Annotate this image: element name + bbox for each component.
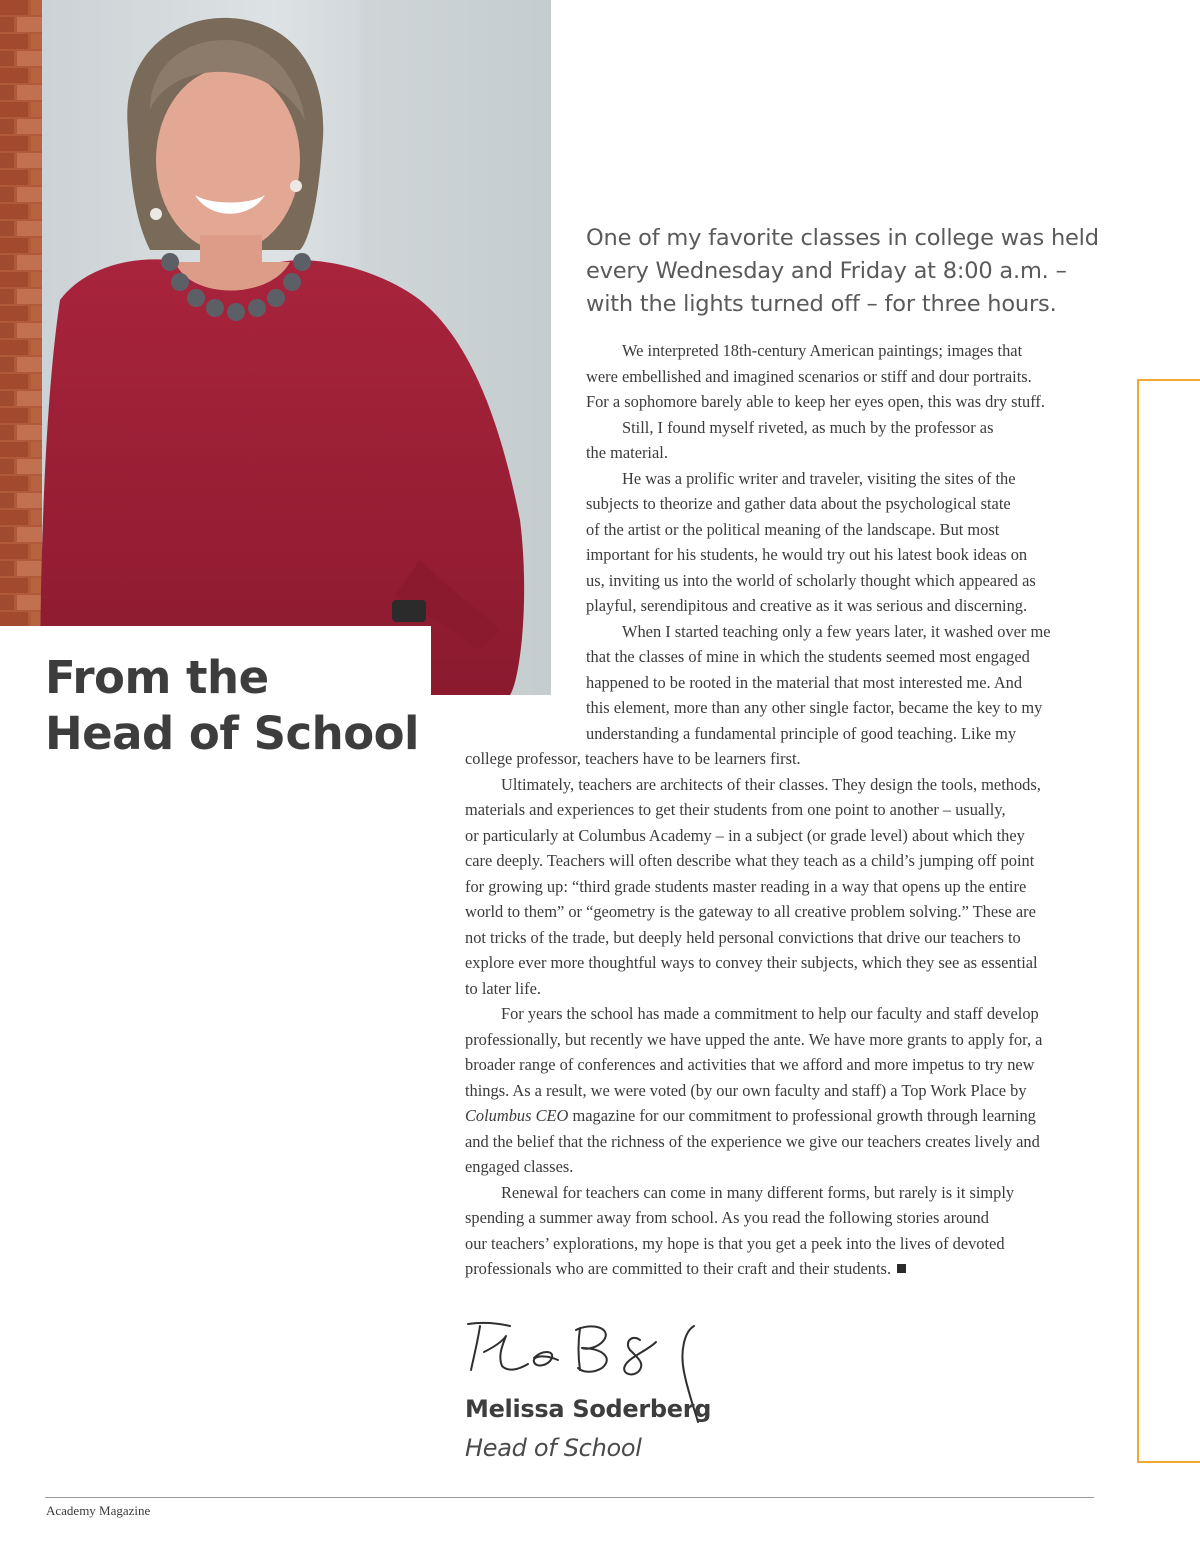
article-line: engaged classes.: [465, 1157, 574, 1176]
publication-line-rest: magazine for our commitment to professional growth through learning: [568, 1106, 1036, 1125]
article-line: understanding a fundamental principle of good teaching. Like my: [586, 723, 1017, 743]
article-line: professionally, but recently we have upped the ante. We have more grants to apply for, a: [465, 1029, 1043, 1049]
article-line: [465, 1103, 1105, 1129]
article-line: us, inviting us into the world of scholarly thought which appeared as: [586, 570, 1036, 590]
article-line: Renewal for teachers can come in many different forms, but rarely is it simply: [501, 1182, 1015, 1202]
article-line: for growing up: “third grade students master reading in a way that opens up the entire: [465, 876, 1027, 896]
article-line: For a sophomore barely able to keep her eyes open, this was dry stuff.: [586, 392, 1045, 411]
article-line: things. As a result, we were voted (by our own faculty and staff) a Top Work Place by: [465, 1080, 1027, 1100]
publication-name: Columbus CEO: [465, 1106, 569, 1125]
article-body: [465, 338, 1105, 1282]
article-line: subjects to theorize and gather data about the psychological state: [586, 494, 1011, 513]
article-line: and the belief that the richness of the experience we give our teachers creates lively and: [465, 1131, 1040, 1151]
lead-paragraph: [586, 222, 1106, 321]
final-line-text: professionals who are committed to their craft and their students.: [465, 1259, 892, 1278]
article-line: We interpreted 18th-century American paintings; images that: [622, 341, 1023, 360]
magazine-footer-label: Academy Magazine: [46, 1503, 151, 1518]
article-line: care deeply. Teachers will often describe what they teach as a child’s jumping off point: [465, 851, 1035, 870]
end-of-article-mark: [897, 1264, 906, 1273]
article-line: to later life.: [465, 978, 541, 998]
article-line: broader range of conferences and activities that we afford and more impetus to try new: [465, 1055, 1035, 1074]
article-line: the material.: [586, 443, 668, 462]
article-line: our teachers’ explorations, my hope is that you get a peek into the lives of devoted: [465, 1233, 1005, 1253]
lead-line: One of my favorite classes in college was held: [586, 225, 1099, 251]
signer-name: Melissa Soderberg: [465, 1395, 712, 1423]
article-line: He was a prolific writer and traveler, visiting the sites of the: [622, 468, 1016, 488]
article-line: that the classes of mine in which the students seemed most engaged: [586, 647, 1030, 666]
page-title: [45, 650, 419, 762]
article-line: For years the school has made a commitment to help our faculty and staff develop: [501, 1004, 1039, 1023]
article-line: or particularly at Columbus Academy – in a subject (or grade level) about which they: [465, 825, 1025, 845]
lead-line: with the lights turned off – for three hours.: [586, 291, 1057, 317]
article-line: of the artist or the political meaning of the landscape. But most: [586, 519, 1000, 539]
footer-divider: [45, 1497, 1094, 1498]
article-line: spending a summer away from school. As you read the following stories around: [465, 1208, 989, 1227]
page-title-line-2: Head of School: [45, 707, 419, 760]
article-line: this element, more than any other single factor, became the key to my: [586, 698, 1043, 717]
article-line: [465, 1256, 1105, 1282]
orange-accent-bracket: [1137, 379, 1200, 1463]
article-line: important for his students, he would try out his latest book ideas on: [586, 545, 1028, 564]
article-line: When I started teaching only a few years later, it washed over me: [622, 621, 1051, 641]
article-line: happened to be rooted in the material that most interested me. And: [586, 672, 1023, 692]
article-line: playful, serendipitous and creative as it was serious and discerning.: [586, 596, 1028, 615]
lead-line: every Wednesday and Friday at 8:00 a.m. –: [586, 258, 1067, 284]
page-title-line-1: From the: [45, 651, 269, 704]
article-line: were embellished and imagined scenarios or stiff and dour portraits.: [586, 366, 1032, 386]
article-line: materials and experiences to get their students from one point to another – usually,: [465, 800, 1006, 819]
signer-role: Head of School: [465, 1434, 642, 1462]
article-line: Still, I found myself riveted, as much by the professor as: [622, 417, 994, 437]
article-line: Ultimately, teachers are architects of their classes. They design the tools, methods,: [501, 774, 1041, 794]
article-line: not tricks of the trade, but deeply held personal convictions that drive our teachers to: [465, 927, 1021, 947]
article-line: college professor, teachers have to be learners first.: [465, 749, 801, 768]
article-line: world to them” or “geometry is the gateway to all creative problem solving.” These are: [465, 902, 1036, 921]
article-line: explore ever more thoughtful ways to convey their subjects, which they see as essential: [465, 953, 1038, 972]
